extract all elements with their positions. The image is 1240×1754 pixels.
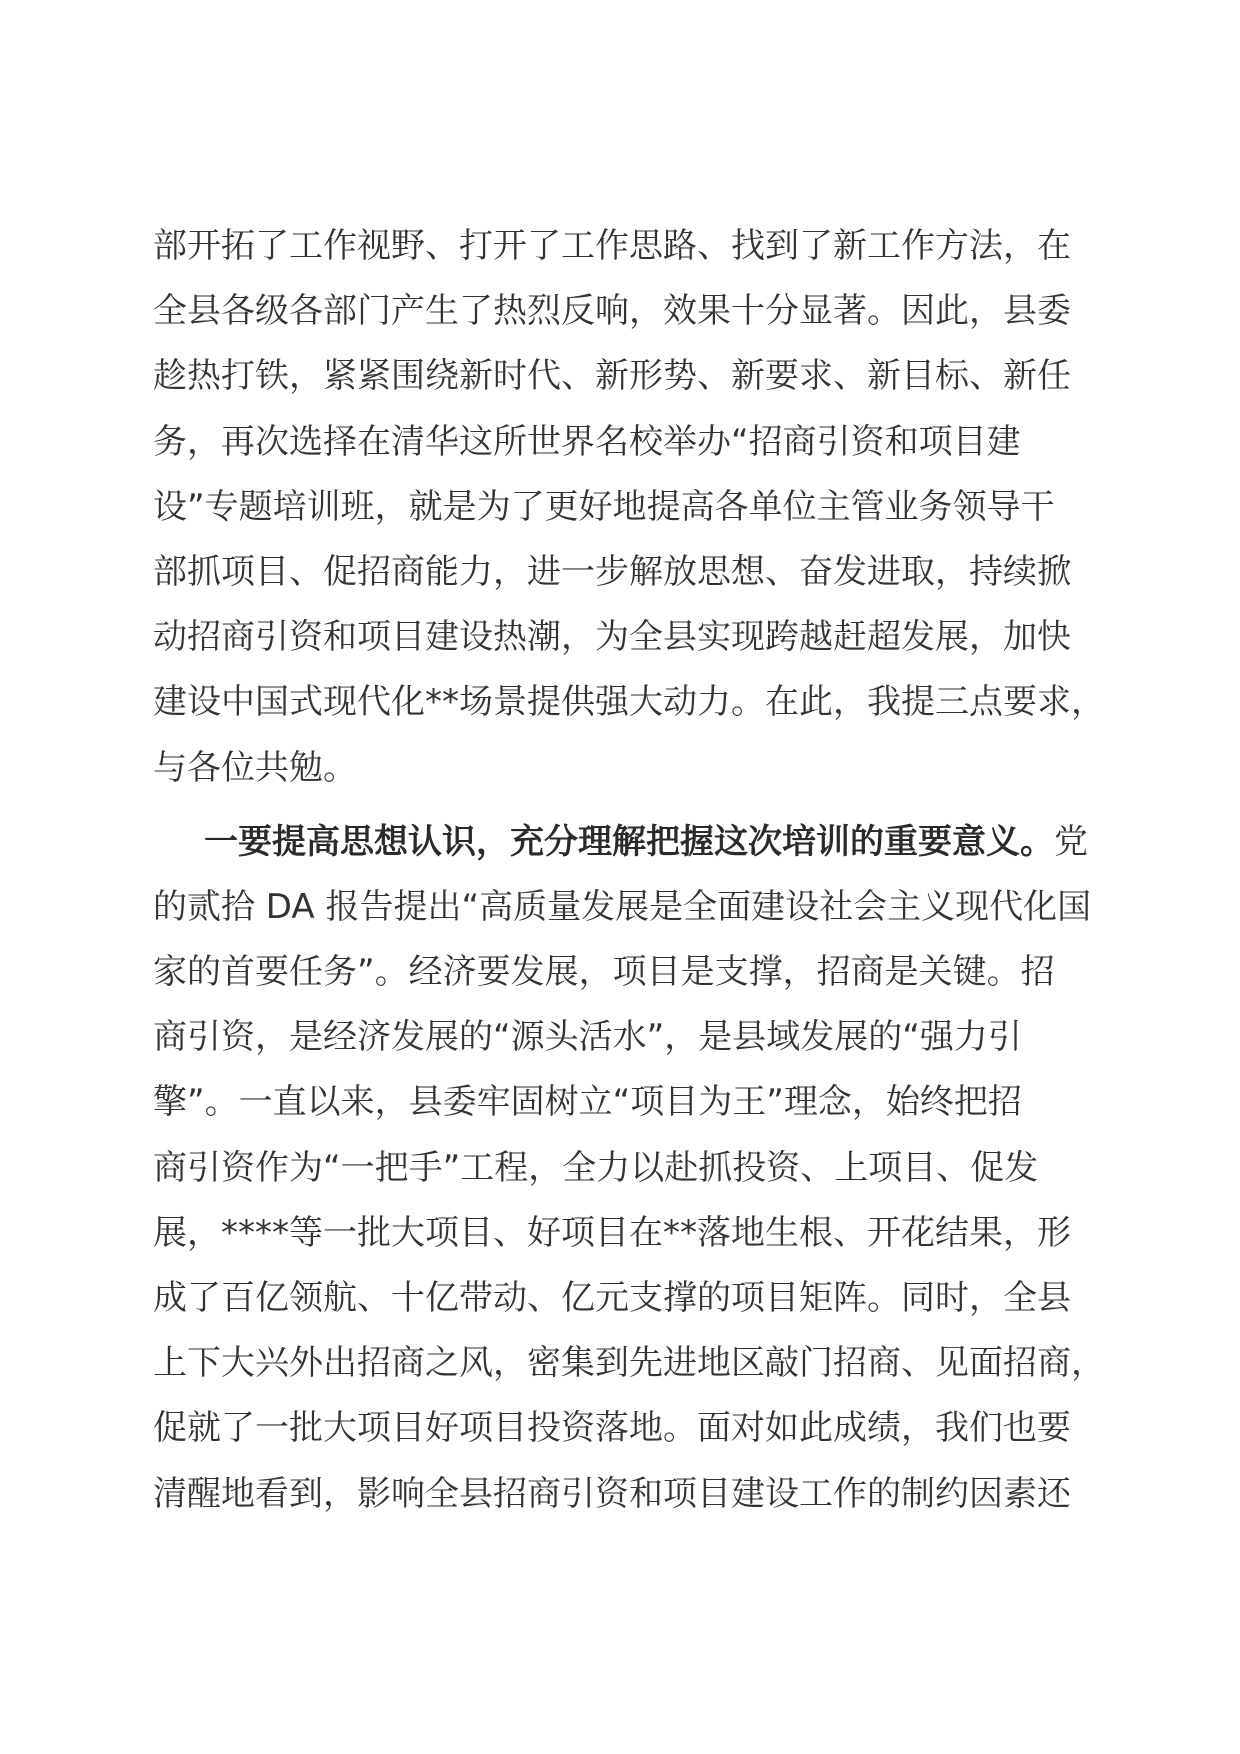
text-line: 部抓项目、促招商能力，进一步解放思想、奋发进取，持续掀 [153, 551, 1071, 592]
text-line: 商引资作为“一把手”工程，全力以赴抓投资、上项目、促发 [153, 1147, 1039, 1188]
text-line: 务，再次选择在清华这所世界名校举办“招商引资和项目建 [153, 421, 1021, 462]
text-line: 商引资，是经济发展的“源头活水”，是县域发展的“强力引 [153, 1017, 1022, 1058]
text-line: 展，****等一批大项目、好项目在**落地生根、开花结果，形 [153, 1212, 1071, 1253]
section-heading: 一要提高思想认识，充分理解把握这次培训的重要意义。 [204, 821, 1054, 862]
text-line: 动招商引资和项目建设热潮，为全县实现跨越赶超发展，加快 [153, 617, 1071, 658]
text-line: 的贰拾 DA 报告提出“高质量发展是全面建设社会主义现代化国 [153, 886, 1092, 927]
text-line: 设”专题培训班，就是为了更好地提高各单位主管业务领导干 [153, 486, 1055, 527]
heading-continuation: 党 [1054, 821, 1088, 862]
text-line: 促就了一批大项目好项目投资落地。面对如此成绩，我们也要 [153, 1408, 1071, 1449]
text-line: 部开拓了工作视野、打开了工作思路、找到了新工作方法，在 [153, 226, 1071, 266]
text-line: 家的首要任务”。经济要发展，项目是支撑，招商是关键。招 [153, 952, 1055, 993]
paragraph-spacer [153, 801, 1113, 810]
text-line: 与各位共勉。 [153, 747, 357, 788]
text-line: 上下大兴外出招商之风，密集到先进地区敲门招商、见面招商， [153, 1343, 1105, 1384]
text-line: 全县各级各部门产生了热烈反响，效果十分显著。因此，县委 [153, 291, 1071, 332]
paragraph-intro [153, 214, 1113, 801]
text-line: 清醒地看到，影响全县招商引资和项目建设工作的制约因素还 [153, 1473, 1071, 1514]
document-body [153, 214, 1113, 1527]
paragraph-requirement-one [153, 810, 1113, 1527]
text-line: 擎”。一直以来，县委牢固树立“项目为王”理念，始终把招 [153, 1082, 1022, 1123]
text-line: 成了百亿领航、十亿带动、亿元支撑的项目矩阵。同时，全县 [153, 1278, 1071, 1318]
text-line: 趁热打铁，紧紧围绕新时代、新形势、新要求、新目标、新任 [153, 356, 1071, 397]
text-line: 建设中国式现代化**场景提供强大动力。在此，我提三点要求， [153, 682, 1105, 723]
text-line-first [153, 810, 1113, 875]
